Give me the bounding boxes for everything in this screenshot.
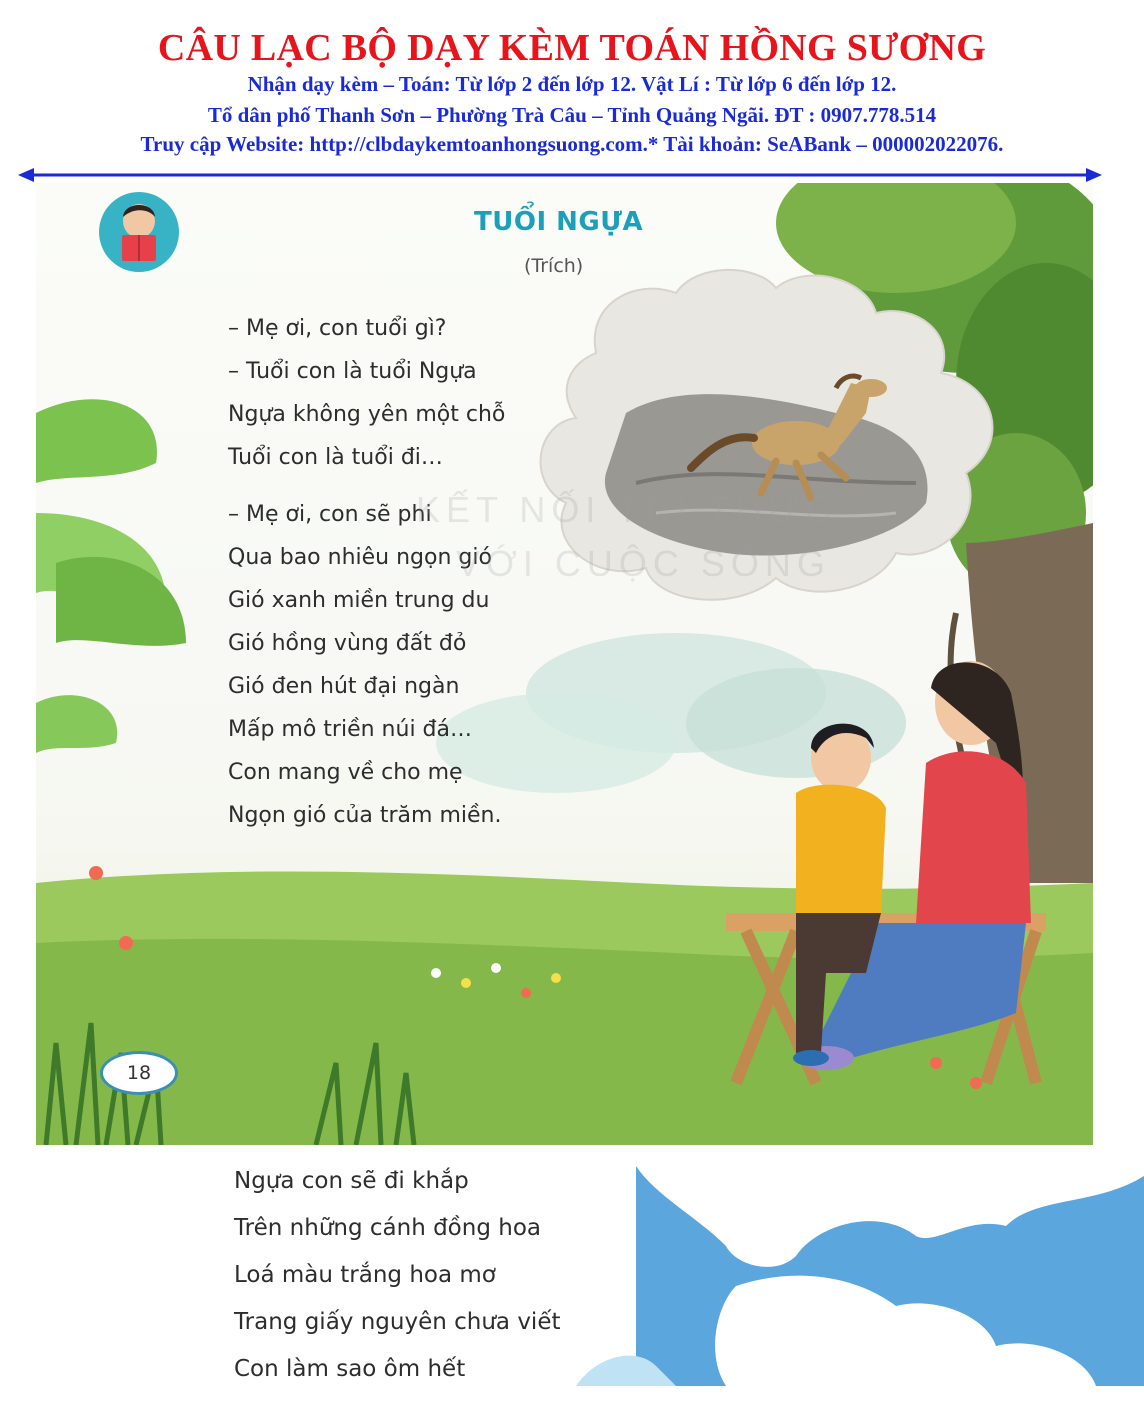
poem-title: TUỔI NGỰA xyxy=(474,207,644,237)
poem-line: Con làm sao ôm hết xyxy=(234,1356,466,1382)
stanza-3 xyxy=(234,1158,654,1386)
reading-boy-icon xyxy=(94,187,184,277)
watermark-line-2: VỚI CUỘC SỐNG xyxy=(456,543,831,584)
poem-subtitle: (Trích) xyxy=(524,255,584,277)
poem-line: – Mẹ ơi, con tuổi gì? xyxy=(228,316,447,341)
website-bank: Truy cập Website: http://clbdaykemtoanhongsuong.com.* Tài khoản: SeABank – 000002022076. xyxy=(140,132,1004,156)
poem-line: Tuổi con là tuổi đi… xyxy=(228,445,443,470)
poem-line: Con mang về cho mẹ xyxy=(228,760,463,785)
address-phone: Tổ dân phố Thanh Sơn – Phường Trà Câu – Tỉnh Quảng Ngãi. ĐT : 0907.778.514 xyxy=(207,103,937,127)
textbook-page-18 xyxy=(36,183,1093,1145)
textbook-page-continuation xyxy=(36,1146,1144,1386)
stanza-1 xyxy=(228,307,648,479)
publisher-watermark xyxy=(416,483,837,591)
poem-line: Gió xanh miền trung du xyxy=(228,588,490,613)
teaching-info: Nhận dạy kèm – Toán: Từ lớp 2 đến lớp 12. Vật Lí : Từ lớp 6 đến lớp 12. xyxy=(247,72,897,96)
poem-line: Ngựa không yên một chỗ xyxy=(228,402,506,427)
page-number: 18 xyxy=(100,1051,178,1095)
poem-line: – Tuổi con là tuổi Ngựa xyxy=(228,359,477,384)
poem-line: Ngọn gió của trăm miền. xyxy=(228,803,502,828)
poem-line: – Mẹ ơi, con sẽ phi xyxy=(228,502,432,527)
poem-line: Trang giấy nguyên chưa viết xyxy=(234,1309,561,1335)
watermark-line-1: KẾT NỐI TRI THỨC xyxy=(416,489,837,530)
double-arrow-divider xyxy=(18,168,1102,182)
poem-line: Gió hồng vùng đất đỏ xyxy=(228,631,467,656)
poem-line: Loá màu trắng hoa mơ xyxy=(234,1262,496,1288)
club-title: CÂU LẠC BỘ DẠY KÈM TOÁN HỒNG SƯƠNG xyxy=(157,27,987,69)
poem-line: Trên những cánh đồng hoa xyxy=(234,1215,541,1241)
poem-line: Qua bao nhiêu ngọn gió xyxy=(228,545,492,570)
poem-line: Ngựa con sẽ đi khắp xyxy=(234,1168,469,1194)
poem-line: Gió đen hút đại ngàn xyxy=(228,674,460,699)
poem-line: Mấp mô triền núi đá… xyxy=(228,717,472,742)
